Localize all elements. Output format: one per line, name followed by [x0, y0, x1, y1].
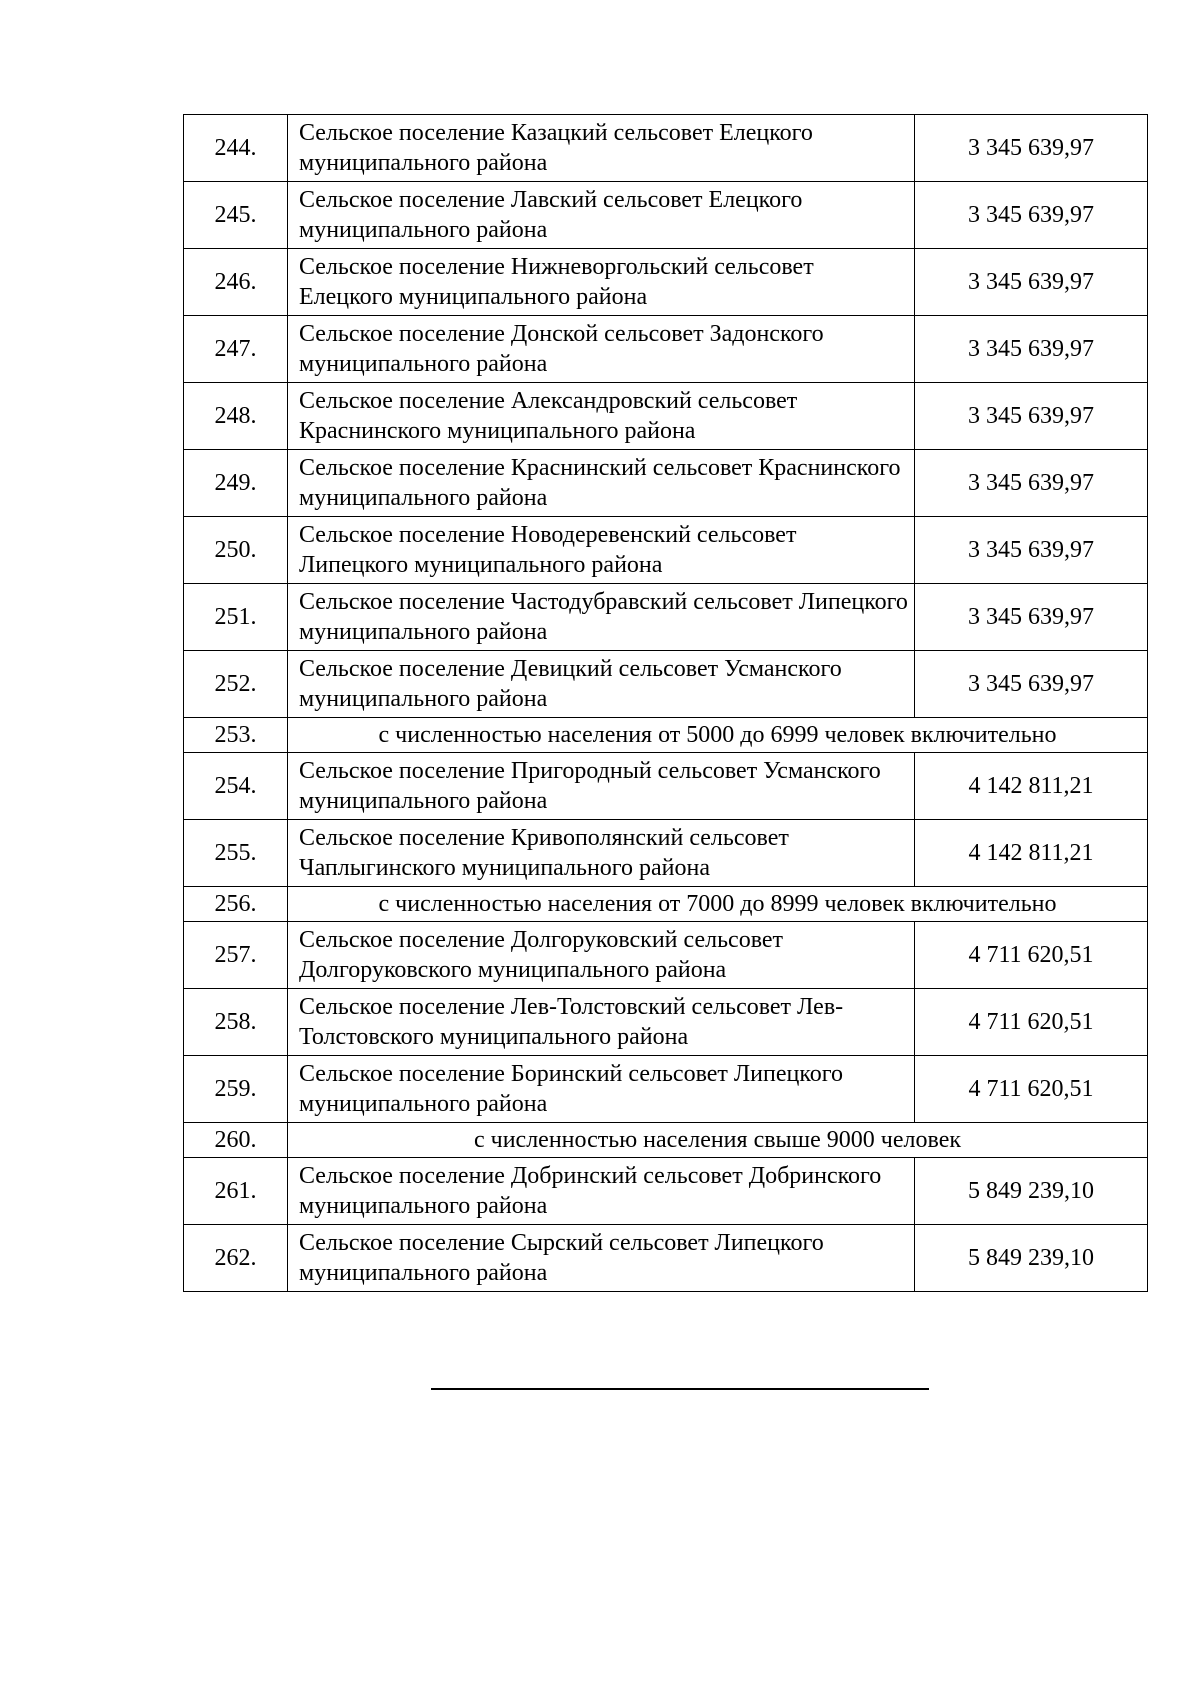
amount-value: 3 345 639,97 — [915, 517, 1148, 584]
row-number: 252. — [184, 651, 288, 718]
row-number: 256. — [184, 887, 288, 922]
table-row — [184, 1056, 1148, 1123]
amount-value: 4 142 811,21 — [915, 820, 1148, 887]
table-row — [184, 450, 1148, 517]
row-number: 262. — [184, 1225, 288, 1292]
table-row — [184, 651, 1148, 718]
settlement-name: Сельское поселение Сырский сельсовет Липецкого муниципального района — [288, 1225, 915, 1292]
amount-value: 3 345 639,97 — [915, 115, 1148, 182]
amount-value: 3 345 639,97 — [915, 383, 1148, 450]
settlement-name: Сельское поселение Кривополянский сельсовет Чаплыгинского муниципального района — [288, 820, 915, 887]
table-row — [184, 316, 1148, 383]
amount-value: 3 345 639,97 — [915, 584, 1148, 651]
amount-value: 4 711 620,51 — [915, 989, 1148, 1056]
row-number: 259. — [184, 1056, 288, 1123]
settlement-name: Сельское поселение Частодубравский сельсовет Липецкого муниципального района — [288, 584, 915, 651]
row-number: 247. — [184, 316, 288, 383]
row-number: 248. — [184, 383, 288, 450]
row-number: 251. — [184, 584, 288, 651]
settlement-name: Сельское поселение Александровский сельсовет Краснинского муниципального района — [288, 383, 915, 450]
group-header-row — [184, 718, 1148, 753]
amount-value: 5 849 239,10 — [915, 1225, 1148, 1292]
row-number: 258. — [184, 989, 288, 1056]
table-body — [184, 115, 1148, 1292]
row-number: 260. — [184, 1123, 288, 1158]
table-row — [184, 753, 1148, 820]
table-row — [184, 989, 1148, 1056]
row-number: 245. — [184, 182, 288, 249]
settlement-name: Сельское поселение Казацкий сельсовет Елецкого муниципального района — [288, 115, 915, 182]
amount-value: 4 711 620,51 — [915, 1056, 1148, 1123]
table-row — [184, 584, 1148, 651]
table-row — [184, 182, 1148, 249]
table-row — [184, 820, 1148, 887]
group-label: с численностью населения от 7000 до 8999 человек включительно — [288, 887, 1148, 922]
settlement-name: Сельское поселение Краснинский сельсовет Краснинского муниципального района — [288, 450, 915, 517]
row-number: 244. — [184, 115, 288, 182]
table-row — [184, 922, 1148, 989]
settlement-name: Сельское поселение Нижневоргольский сельсовет Елецкого муниципального района — [288, 249, 915, 316]
settlement-name: Сельское поселение Пригородный сельсовет Усманского муниципального района — [288, 753, 915, 820]
amount-value: 3 345 639,97 — [915, 450, 1148, 517]
settlement-name: Сельское поселение Девицкий сельсовет Усманского муниципального района — [288, 651, 915, 718]
row-number: 253. — [184, 718, 288, 753]
settlement-name: Сельское поселение Донской сельсовет Задонского муниципального района — [288, 316, 915, 383]
row-number: 255. — [184, 820, 288, 887]
settlement-name: Сельское поселение Лавский сельсовет Елецкого муниципального района — [288, 182, 915, 249]
settlement-name: Сельское поселение Лев-Толстовский сельсовет Лев-Толстовского муниципального района — [288, 989, 915, 1056]
amount-value: 4 711 620,51 — [915, 922, 1148, 989]
table-row — [184, 249, 1148, 316]
settlement-name: Сельское поселение Новодеревенский сельсовет Липецкого муниципального района — [288, 517, 915, 584]
group-header-row — [184, 1123, 1148, 1158]
amount-value: 3 345 639,97 — [915, 316, 1148, 383]
group-header-row — [184, 887, 1148, 922]
row-number: 250. — [184, 517, 288, 584]
group-label: с численностью населения свыше 9000 человек — [288, 1123, 1148, 1158]
settlement-name: Сельское поселение Боринский сельсовет Липецкого муниципального района — [288, 1056, 915, 1123]
row-number: 257. — [184, 922, 288, 989]
amount-value: 3 345 639,97 — [915, 651, 1148, 718]
amount-value: 3 345 639,97 — [915, 249, 1148, 316]
row-number: 246. — [184, 249, 288, 316]
table-row — [184, 517, 1148, 584]
settlement-name: Сельское поселение Долгоруковский сельсовет Долгоруковского муниципального района — [288, 922, 915, 989]
settlement-name: Сельское поселение Добринский сельсовет Добринского муниципального района — [288, 1158, 915, 1225]
end-rule — [431, 1388, 929, 1390]
group-label: с численностью населения от 5000 до 6999 человек включительно — [288, 718, 1148, 753]
table-row — [184, 115, 1148, 182]
table-row — [184, 1158, 1148, 1225]
amount-value: 4 142 811,21 — [915, 753, 1148, 820]
amount-value: 3 345 639,97 — [915, 182, 1148, 249]
row-number: 261. — [184, 1158, 288, 1225]
table-row — [184, 1225, 1148, 1292]
row-number: 254. — [184, 753, 288, 820]
allocation-table — [183, 114, 1148, 1292]
table-row — [184, 383, 1148, 450]
row-number: 249. — [184, 450, 288, 517]
amount-value: 5 849 239,10 — [915, 1158, 1148, 1225]
